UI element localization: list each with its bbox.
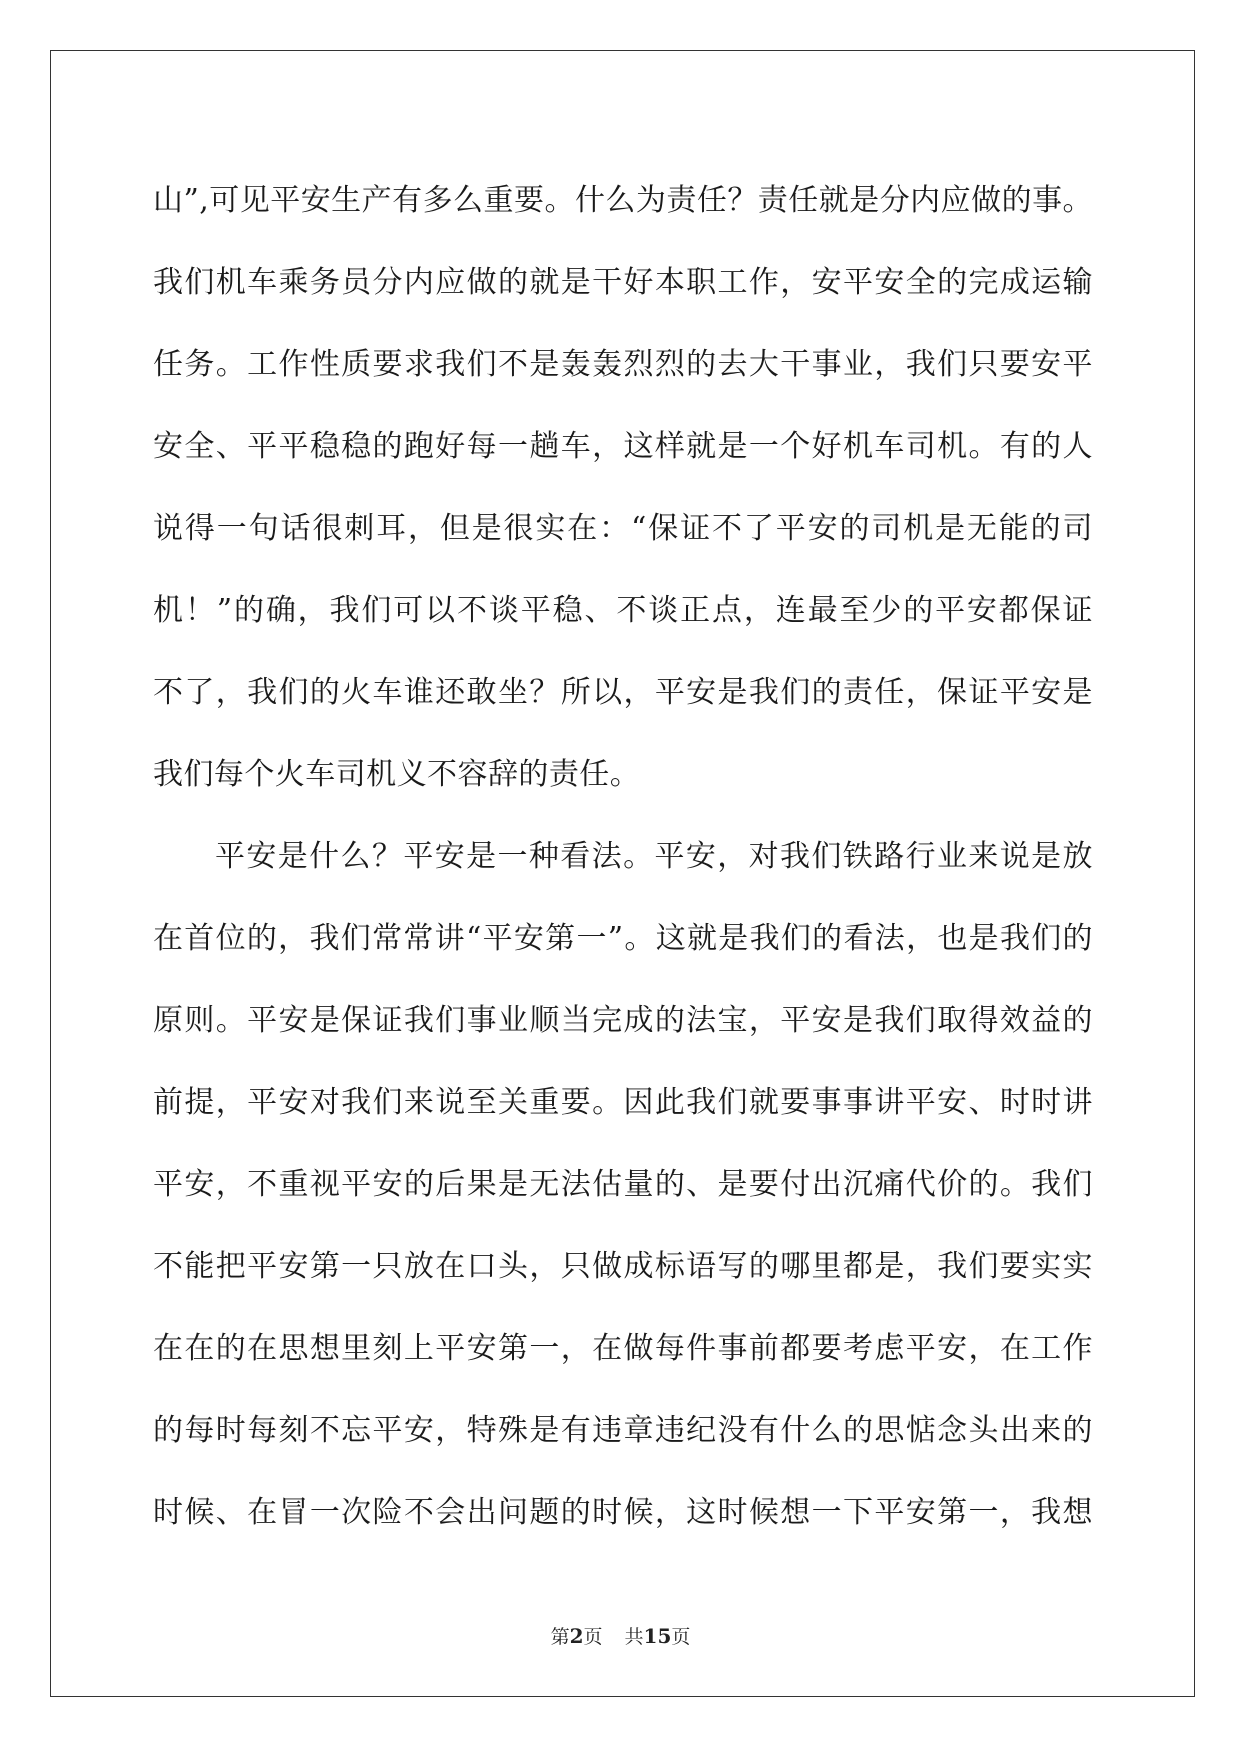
text-line: 说得一句话很刺耳，但是很实在：“保证不了平安的司机是无能的司 xyxy=(153,511,1093,546)
text-line: 时候、在冒一次险不会出问题的时候，这时候想一下平安第一，我想 xyxy=(153,1495,1093,1530)
text-line: 山”,可见平安生产有多么重要。什么为责任？责任就是分内应做的事。 xyxy=(153,183,1093,218)
text-line: 任务。工作性质要求我们不是轰轰烈烈的去大干事业，我们只要安平 xyxy=(153,347,1093,382)
text-line: 不了，我们的火车谁还敢坐？所以，平安是我们的责任，保证平安是 xyxy=(153,675,1093,710)
text-line: 原则。平安是保证我们事业顺当完成的法宝，平安是我们取得效益的 xyxy=(153,1003,1093,1038)
page-footer xyxy=(0,1624,1241,1649)
body-text xyxy=(153,160,1093,1554)
text-line: 安全、平平稳稳的跑好每一趟车，这样就是一个好机车司机。有的人 xyxy=(153,429,1093,464)
text-line: 我们每个火车司机义不容辞的责任。 xyxy=(153,757,641,792)
text-line: 平安是什么？平安是一种看法。平安，对我们铁路行业来说是放 xyxy=(215,839,1093,874)
text-line: 平安，不重视平安的后果是无法估量的、是要付出沉痛代价的。我们 xyxy=(153,1167,1093,1202)
text-line: 机！”的确，我们可以不谈平稳、不谈正点，连最至少的平安都保证 xyxy=(153,593,1093,628)
text-line: 不能把平安第一只放在口头，只做成标语写的哪里都是，我们要实实 xyxy=(153,1249,1093,1284)
text-line: 在在的在思想里刻上平安第一，在做每件事前都要考虑平安，在工作 xyxy=(153,1331,1093,1366)
page-number-label: 第2页 xyxy=(550,1624,603,1648)
text-line: 的每时每刻不忘平安，特殊是有违章违纪没有什么的思惦念头出来的 xyxy=(153,1413,1093,1448)
page-total-label: 共15页 xyxy=(624,1624,691,1648)
text-line: 在首位的，我们常常讲“平安第一”。这就是我们的看法，也是我们的 xyxy=(153,921,1093,956)
text-line: 前提，平安对我们来说至关重要。因此我们就要事事讲平安、时时讲 xyxy=(153,1085,1093,1120)
text-line: 我们机车乘务员分内应做的就是干好本职工作，安平安全的完成运输 xyxy=(153,265,1093,300)
